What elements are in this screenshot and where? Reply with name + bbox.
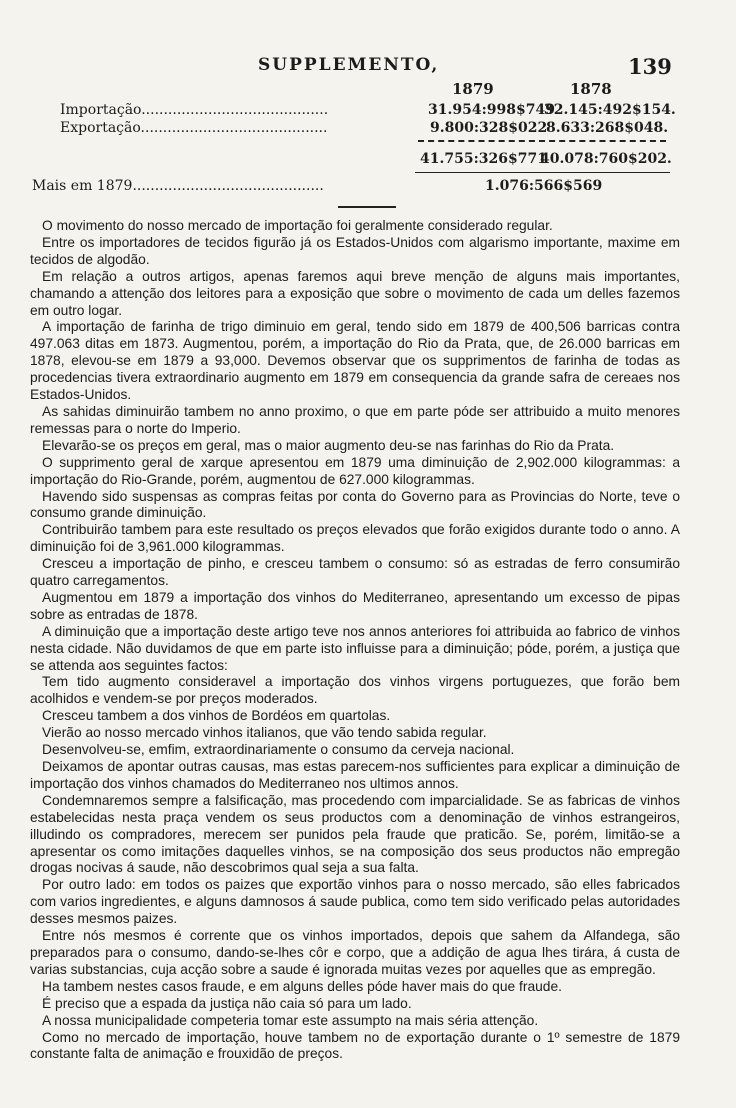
paragraph: Cresceu tambem a dos vinhos de Bordéos em quartolas. [42,708,391,724]
table-row-importacao [60,102,420,122]
report-body [30,218,680,1063]
importacao-1879-value: 31.954:998$749 [428,102,555,118]
paragraph: Deixamos de apontar outras causas, mas estas parecem-nos sufficientes para explicar a diminuição de importação dos vinhos chamados do Mediterraneo nos ultimos annos. [30,759,680,791]
table-rule [418,140,666,142]
paragraph: Por outro lado: em todos os paizes que exportão vinhos para o nosso mercado, são elles fabricados com varios ingredientes, e alguns damnosos á saude publica, como tem sido verificado pelas autoridades desses mesmos paizes. [30,877,680,927]
column-header-1879: 1879 [452,80,494,98]
paragraph: É preciso que a espada da justiça não caia só para um lado. [42,995,412,1011]
row-label: Importação [60,102,142,118]
paragraph: O supprimento geral de xarque apresentou em 1879 uma diminuição de 2,902.000 kilogrammas: a importação do Rio-Grande, porém, augmentou de 627.000 kilogrammas. [30,454,680,487]
paragraph: A importação de farinha de trigo diminuio em geral, tendo sido em 1879 de 400,506 barricas contra 497.063 ditas em 1873. Augmentou, porém, a importação do Rio da Prata, que, de 26.000 barricas em 1878, elevou-se em 1879 a 93,000. Devemos observar que os supprimentos de farinha de todas as procedencias tivera extraordinario augmento em 1879 em consequencia da grande safra de cereaes nos Estados-Unidos. [30,319,680,403]
paragraph: Entre os importadores de tecidos figurão já os Estados-Unidos com algarismo importante, maxime em tecidos de algodão. [30,234,680,267]
paragraph: Havendo sido suspensas as compras feitas por conta do Governo para as Provincias do Norte, teve o consumo grande diminuição. [30,488,680,521]
leader-dots: .......................................... [141,102,329,118]
leader-dots: ........................................... [132,178,324,194]
total-1878-value: 40.078:760$202. [540,151,672,167]
paragraph: Condemnaremos sempre a falsificação, mas procedendo com imparcialidade. Se as fabricas de vinhos estabelecidas nesta praça vendem os seus productos com a denominação de vinhos estrangeiros, illudindo os compradores, merecem ser punidos pela fraude que praticão. Se, porém, limitão-se a apresentar os como imitações daquelles vinhos, se na composição dos seus productos não empregão drogas nocivas á saude, não descobrimos qual seja a sua falta. [30,792,680,876]
paragraph: Desenvolveu-se, emfim, extraordinariamente o consumo da cerveja nacional. [42,742,515,758]
paragraph: Tem tido augmento consideravel a importação dos vinhos virgens portuguezes, que forão bem acolhidos e vendem-se por preços moderados. [30,674,680,707]
paragraph: Augmentou em 1879 a importação dos vinhos do Mediterraneo, apresentando um excesso de pipas sobre as entradas de 1878. [30,589,680,622]
paragraph: Ha tambem nestes casos fraude, e em alguns delles póde haver mais do que fraude. [42,978,562,994]
paragraph: As sahidas diminuirão tambem no anno proximo, o que em parte póde ser attribuido a muito menores remessas para o norte do Imperio. [30,403,680,436]
table-row-exportacao [60,120,420,140]
exportacao-1878-value: 8.633:268$048. [546,120,669,136]
difference-value: 1.076:566$569 [485,178,603,194]
paragraph: A diminuição que a importação deste artigo teve nos annos anteriores foi attribuida ao fabrico de vinhos nesta cidade. Não duvidamos de que em parte isto influisse para a diminuição; póde, porém, a justiça que se attenda aos seguintes factos: [30,623,680,673]
difference-row [32,178,422,198]
table-rule [415,172,670,173]
difference-label: Mais em 1879 [32,178,133,194]
section-divider [338,206,396,208]
paragraph: Elevarão-se os preços em geral, mas o maior augmento deu-se nas farinhas do Rio da Prata. [42,437,615,453]
paragraph: O movimento do nosso mercado de importação foi geralmente considerado regular. [42,218,553,233]
paragraph: Cresceu a importação de pinho, e cresceu tambem o consumo: só as estradas de ferro consumirão quatro carregamentos. [30,556,680,589]
paragraph: Entre nós mesmos é corrente que os vinhos importados, depois que sahem da Alfandega, são preparados para o consumo, dando-se-lhes côr e corpo, que a addição de agua lhes tirára, á custa de varias substancias, cuja acção sobre a saude é ignorada muitas vezes por aquelles que as empregão. [30,928,680,977]
paragraph: Vierão ao nosso mercado vinhos italianos, que vão tendo sabida regular. [42,725,487,741]
paragraph: Em relação a outros artigos, apenas faremos aqui breve menção de alguns mais importantes, chamando a attenção dos leitores para a exposição que sobre o movimento de cada um delles fazemos em outro logar. [30,268,680,318]
importacao-1878-value: 32.145:492$154. [544,102,676,118]
section-title: SUPPLEMENTO, [258,55,440,75]
row-label: Exportação [60,120,141,136]
paragraph: Como no mercado de importação, houve tambem no de exportação durante o 1º semestre de 1879 constante falta de animação e frouxidão de preços. [30,1029,680,1062]
leader-dots: .......................................... [140,120,328,136]
paragraph: Contribuirão tambem para este resultado os preços elevados que forão exigidos durante todo o anno. A diminuição foi de 3,961.000 kilogrammas. [30,522,680,555]
total-1879-value: 41.755:326$771 [420,151,547,167]
page-number: 139 [628,54,672,79]
column-header-1878: 1878 [570,80,612,98]
paragraph: A nossa municipalidade competeria tomar este assumpto na mais séria attenção. [42,1012,539,1028]
exportacao-1879-value: 9.800:328$022 [430,120,548,136]
